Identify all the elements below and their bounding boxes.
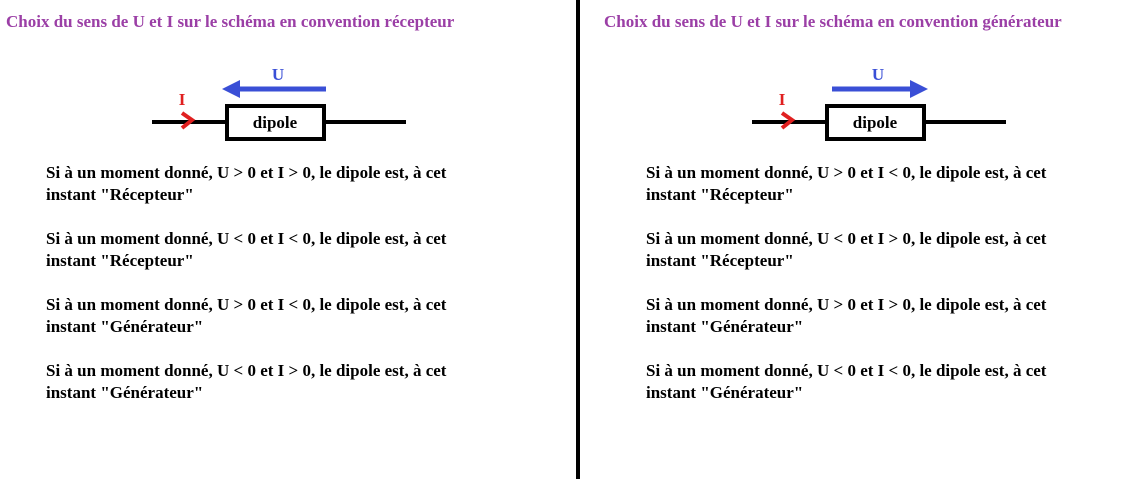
statement-list — [46, 162, 526, 426]
voltage-label: U — [271, 65, 285, 84]
statement-item — [646, 294, 1124, 338]
circuit-diagram-svg — [150, 58, 450, 148]
current-label: I — [178, 90, 186, 109]
statement-item — [46, 294, 526, 338]
statement-line: Si à un moment donné, U < 0 et I < 0, le dipole est, à cet — [646, 361, 1047, 380]
voltage-label: U — [871, 65, 885, 84]
statement-line: instant "Récepteur" — [646, 251, 794, 270]
circuit-diagram-svg — [750, 58, 1050, 148]
statement-line: Si à un moment donné, U < 0 et I < 0, le dipole est, à cet — [46, 229, 447, 248]
statement-line: Si à un moment donné, U > 0 et I > 0, le dipole est, à cet — [646, 295, 1047, 314]
statement-line: instant "Générateur" — [646, 383, 804, 402]
statement-item — [646, 228, 1124, 272]
statement-line: Si à un moment donné, U < 0 et I > 0, le dipole est, à cet — [646, 229, 1047, 248]
statement-line: Si à un moment donné, U < 0 et I > 0, le dipole est, à cet — [46, 361, 447, 380]
statement-list — [646, 162, 1124, 426]
statement-line: Si à un moment donné, U > 0 et I > 0, le dipole est, à cet — [46, 163, 447, 182]
panel-title: Choix du sens de U et I sur le schéma en convention générateur — [604, 12, 1062, 31]
statement-item — [646, 360, 1124, 404]
statement-line: instant "Générateur" — [646, 317, 804, 336]
voltage-arrow-head — [222, 80, 240, 98]
statement-line: instant "Récepteur" — [46, 185, 194, 204]
statement-line: instant "Générateur" — [46, 317, 204, 336]
statement-line: instant "Récepteur" — [646, 185, 794, 204]
dipole-label: dipole — [852, 113, 898, 132]
statement-item — [646, 162, 1124, 206]
statement-item — [46, 228, 526, 272]
statement-line: Si à un moment donné, U > 0 et I < 0, le dipole est, à cet — [46, 295, 447, 314]
circuit-schema — [750, 58, 1050, 148]
panel-title: Choix du sens de U et I sur le schéma en convention récepteur — [6, 12, 455, 31]
dipole-label: dipole — [252, 113, 298, 132]
statement-item — [46, 162, 526, 206]
voltage-arrow-head — [910, 80, 928, 98]
panel-convention-generateur — [580, 0, 1124, 479]
circuit-schema — [150, 58, 450, 148]
current-label: I — [778, 90, 786, 109]
statement-item — [46, 360, 526, 404]
statement-line: Si à un moment donné, U > 0 et I < 0, le dipole est, à cet — [646, 163, 1047, 182]
statement-line: instant "Récepteur" — [46, 251, 194, 270]
statement-line: instant "Générateur" — [46, 383, 204, 402]
